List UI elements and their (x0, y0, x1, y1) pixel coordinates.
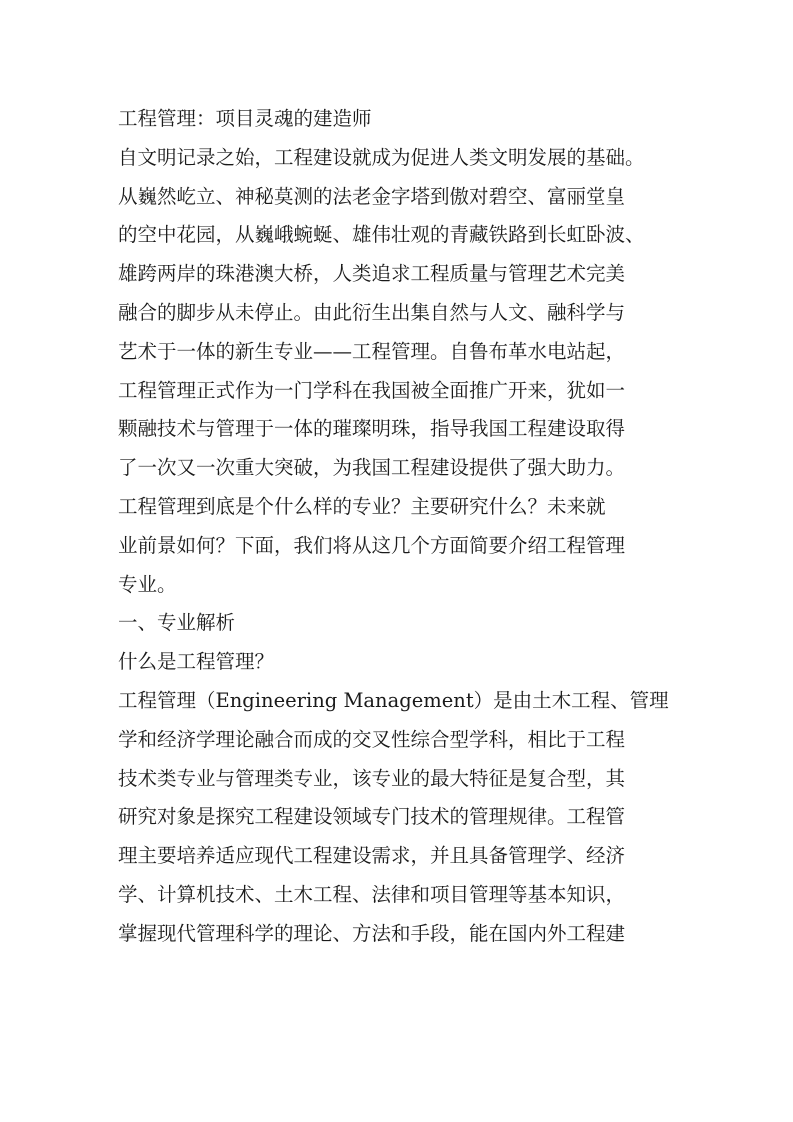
text-line: 雄跨两岸的珠港澳大桥，人类追求工程质量与管理艺术完美 (118, 262, 626, 286)
text-line: 工程管理（Engineering Management）是由土木工程、管理 (118, 688, 669, 712)
text-line: 自文明记录之始，工程建设就成为促进人类文明发展的基础。 (118, 145, 645, 169)
text-line: 的空中花园，从巍峨蜿蜒、雄伟壮观的青藏铁路到长虹卧波、 (118, 223, 645, 247)
text-line: 从巍然屹立、神秘莫测的法老金字塔到傲对碧空、富丽堂皇 (118, 184, 626, 208)
text-line: 学、计算机技术、土木工程、法律和项目管理等基本知识， (118, 882, 626, 906)
document-body (118, 100, 718, 954)
text-line: 了一次又一次重大突破，为我国工程建设提供了强大助力。 (118, 456, 626, 480)
text-line: 艺术于一体的新生专业——工程管理。自鲁布革水电站起， (118, 339, 626, 363)
text-line: 融合的脚步从未停止。由此衍生出集自然与人文、融科学与 (118, 300, 626, 324)
text-line: 研究对象是探究工程建设领域专门技术的管理规律。工程管 (118, 805, 626, 829)
document-title: 工程管理：项目灵魂的建造师 (118, 107, 372, 130)
paragraph-lines (118, 139, 718, 954)
text-line: 工程管理到底是个什么样的专业？主要研究什么？未来就 (118, 494, 606, 518)
text-line: 业前景如何？下面，我们将从这几个方面简要介绍工程管理 (118, 533, 626, 557)
text-line: 颗融技术与管理于一体的璀璨明珠，指导我国工程建设取得 (118, 417, 626, 441)
text-line: 技术类专业与管理类专业，该专业的最大特征是复合型，其 (118, 766, 626, 790)
text-line: 专业。 (118, 572, 177, 596)
text-line: 工程管理正式作为一门学科在我国被全面推广开来，犹如一 (118, 378, 626, 402)
text-line: 掌握现代管理科学的理论、方法和手段，能在国内外工程建 (118, 921, 626, 945)
text-line: 一、专业解析 (118, 611, 236, 635)
text-line: 学和经济学理论融合而成的交叉性综合型学科，相比于工程 (118, 727, 626, 751)
text-line: 什么是工程管理？ (118, 650, 275, 674)
text-line: 理主要培养适应现代工程建设需求，并且具备管理学、经济 (118, 844, 626, 868)
